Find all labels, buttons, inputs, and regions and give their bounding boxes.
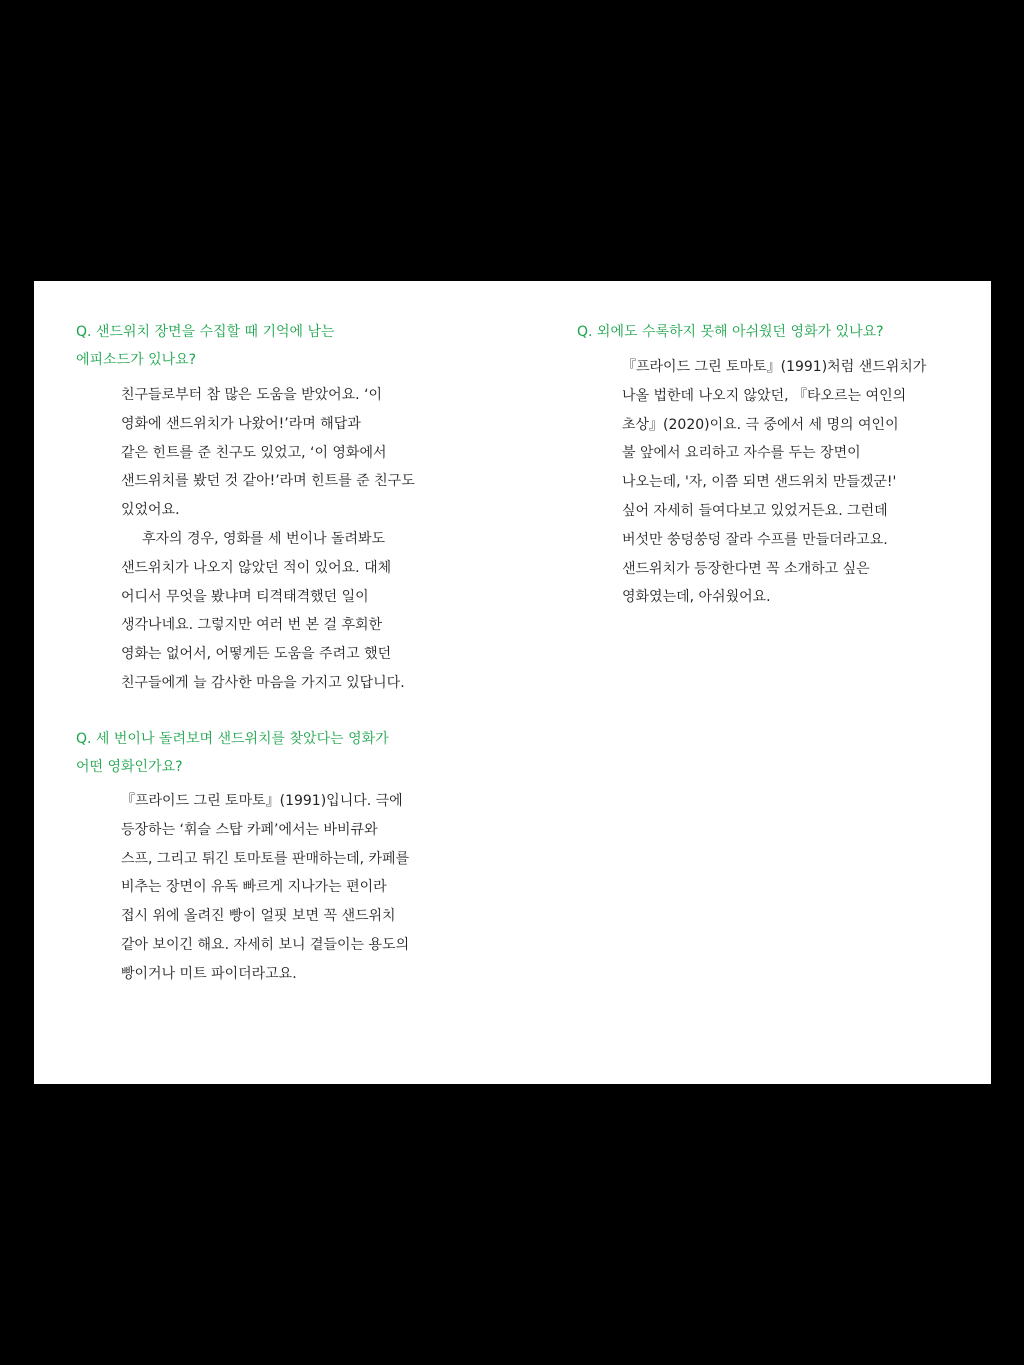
answer-line: 어디서 무엇을 봤냐며 티격태격했던 일이 [121, 588, 369, 605]
question-line: Q. 세 번이나 돌려보며 샌드위치를 찾았다는 영화가 [76, 731, 389, 747]
question-3 [577, 318, 884, 346]
question-1 [76, 318, 335, 374]
answer-1-text [76, 381, 415, 698]
answer-line: 나올 법한데 나오지 않았던, 『타오르는 여인의 [622, 387, 907, 404]
answer-line: 초상』(2020)이요. 극 중에서 세 명의 여인이 [622, 416, 899, 433]
answer-1 [76, 381, 415, 698]
answer-line: 영화였는데, 아쉬웠어요. [622, 589, 771, 606]
answer-line: 샌드위치가 나오지 않았던 적이 있어요. 대체 [121, 559, 392, 576]
answer-line: 『프라이드 그린 토마토』(1991)입니다. 극에 [121, 793, 403, 809]
answer-line: 싶어 자세히 들여다보고 있었거든요. 그런데 [622, 502, 888, 519]
answer-line: 등장하는 ‘휘슬 스탑 카페’에서는 바비큐와 [121, 821, 378, 838]
answer-line: 빵이거나 미트 파이더라고요. [121, 965, 297, 982]
answer-line: 스프, 그리고 튀긴 토마토를 판매하는데, 카페를 [121, 850, 410, 867]
answer-2-text [76, 787, 409, 989]
answer-3-text [577, 353, 926, 612]
question-3-text [577, 318, 884, 346]
answer-2 [76, 787, 409, 989]
question-line: Q. 외에도 수록하지 못해 아쉬웠던 영화가 있나요? [577, 324, 884, 340]
answer-line: 친구들로부터 참 많은 도움을 받았어요. ‘이 [121, 387, 383, 403]
question-2 [76, 725, 389, 781]
answer-line: 같아 보이긴 해요. 자세히 보니 곁들이는 용도의 [121, 936, 410, 953]
answer-line: 나오는데, '자, 이쯤 되면 샌드위치 만들겠군!' [622, 474, 897, 491]
answer-line: 불 앞에서 요리하고 자수를 두는 장면이 [622, 445, 861, 462]
answer-line: 접시 위에 올려진 빵이 얼핏 보면 꼭 샌드위치 [121, 908, 396, 925]
answer-line: 비추는 장면이 유독 빠르게 지나가는 편이라 [121, 879, 387, 896]
answer-line: 영화는 없어서, 어떻게든 도움을 주려고 했던 [121, 646, 392, 663]
question-line: Q. 샌드위치 장면을 수집할 때 기억에 남는 [76, 324, 335, 340]
answer-line: 생각나네요. 그렇지만 여러 번 본 걸 후회한 [121, 617, 383, 634]
answer-line: 버섯만 쑹덩쑹덩 잘라 수프를 만들더라고요. [622, 531, 888, 548]
answer-line: 후자의 경우, 영화를 세 번이나 돌려봐도 [142, 530, 386, 547]
book-spread [34, 281, 991, 1084]
question-line: 어떤 영화인가요? [76, 759, 183, 775]
answer-line: 있었어요. [121, 502, 180, 519]
question-line: 에피소드가 있나요? [76, 352, 197, 368]
answer-line: 같은 힌트를 준 친구도 있었고, ‘이 영화에서 [121, 444, 387, 461]
answer-line: 샌드위치가 등장한다면 꼭 소개하고 싶은 [622, 560, 870, 577]
answer-line: 친구들에게 늘 감사한 마음을 가지고 있답니다. [121, 674, 405, 691]
answer-line: 샌드위치를 봤던 것 같아!’라며 힌트를 준 친구도 [121, 473, 415, 490]
question-1-text [76, 318, 335, 374]
answer-3 [577, 353, 926, 612]
answer-line: 영화에 샌드위치가 나왔어!’라며 해답과 [121, 415, 361, 432]
question-2-text [76, 725, 389, 781]
answer-line: 『프라이드 그린 토마토』(1991)처럼 샌드위치가 [622, 359, 927, 375]
